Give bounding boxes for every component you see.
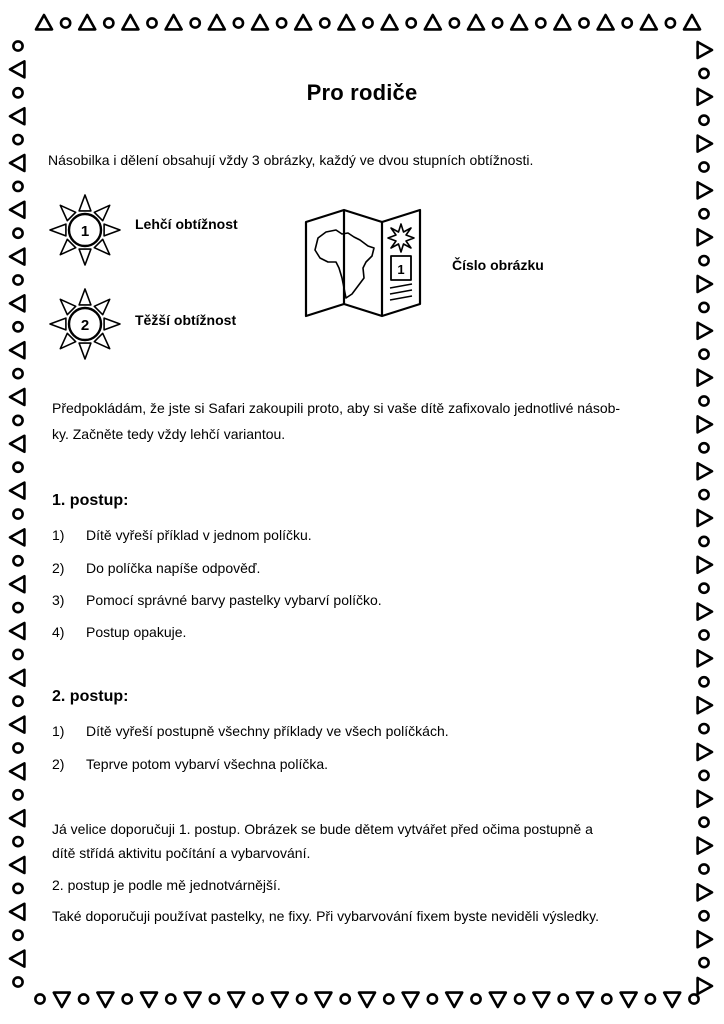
border-circle-icon: [13, 790, 22, 799]
border-triangle-icon: [698, 463, 712, 479]
border-triangle-icon: [10, 249, 24, 265]
border-triangle-icon: [511, 15, 527, 29]
border-circle-icon: [35, 994, 44, 1003]
border-circle-icon: [699, 864, 708, 873]
border-circle-icon: [13, 556, 22, 565]
border-circle-icon: [428, 994, 437, 1003]
border-triangle-icon: [490, 993, 506, 1007]
section1-step-number: 3): [52, 592, 65, 608]
closing-line-4: Také doporučuji používat pastelky, ne fixy. Při vybarvování fixem byste neviděli výsledky.: [52, 908, 600, 924]
border-triangle-icon: [684, 15, 700, 29]
border-circle-icon: [699, 677, 708, 686]
section2-step-number: 2): [52, 756, 65, 772]
border-triangle-icon: [10, 155, 24, 171]
border-triangle-icon: [10, 529, 24, 545]
border-triangle-icon: [621, 993, 637, 1007]
closing-line-1: Já velice doporučuji 1. postup. Obrázek se bude dětem vytvářet před očima postupně a: [52, 821, 593, 837]
border-triangle-icon: [598, 15, 614, 29]
picture-number-label: Číslo obrázku: [452, 257, 544, 273]
border-circle-icon: [699, 256, 708, 265]
border-circle-icon: [13, 650, 22, 659]
border-triangle-icon: [10, 436, 24, 452]
border-circle-icon: [699, 911, 708, 920]
border-circle-icon: [13, 603, 22, 612]
border-circle-icon: [13, 931, 22, 940]
sun-easy-icon: [47, 192, 123, 268]
border-circle-icon: [13, 509, 22, 518]
border-triangle-icon: [79, 15, 95, 29]
section2-step-text: Teprve potom vybarví všechna políčka.: [86, 756, 329, 772]
sun-easy-number: 1: [80, 223, 90, 240]
intro-text: Násobilka i dělení obsahují vždy 3 obrázky, každý ve dvou stupních obtížnosti.: [48, 152, 534, 168]
border-triangle-icon: [698, 884, 712, 900]
border-circle-icon: [104, 18, 113, 27]
border-circle-icon: [689, 994, 698, 1003]
border-triangle-icon: [698, 510, 712, 526]
border-triangle-icon: [10, 389, 24, 405]
border-circle-icon: [13, 229, 22, 238]
border-circle-icon: [13, 697, 22, 706]
border-triangle-icon: [425, 15, 441, 29]
sun-ray-icon: [50, 318, 66, 330]
border-circle-icon: [13, 135, 22, 144]
border-triangle-icon: [446, 993, 462, 1007]
border-circle-icon: [277, 18, 286, 27]
border-triangle-icon: [338, 15, 354, 29]
border-circle-icon: [297, 994, 306, 1003]
border-circle-icon: [61, 18, 70, 27]
border-triangle-icon: [272, 993, 288, 1007]
border-triangle-icon: [10, 295, 24, 311]
border-circle-icon: [699, 537, 708, 546]
sun-ray-icon: [79, 343, 91, 359]
border-circle-icon: [234, 18, 243, 27]
border-triangle-icon: [382, 15, 398, 29]
border-circle-icon: [191, 18, 200, 27]
sun-ray-icon: [79, 289, 91, 305]
sun-hard-number: 2: [80, 317, 90, 334]
border-triangle-icon: [698, 978, 712, 994]
border-circle-icon: [166, 994, 175, 1003]
border-triangle-icon: [698, 604, 712, 620]
border-circle-icon: [79, 994, 88, 1003]
page-title: Pro rodiče: [306, 80, 418, 105]
border-circle-icon: [623, 18, 632, 27]
paragraph-line-1: Předpokládám, že jste si Safari zakoupili proto, aby si vaše dítě zafixovalo jednotlivé násob-: [52, 400, 621, 416]
border-circle-icon: [471, 994, 480, 1003]
border-triangle-icon: [554, 15, 570, 29]
border-circle-icon: [384, 994, 393, 1003]
easy-difficulty-label: Lehčí obtížnost: [135, 216, 238, 232]
border-triangle-icon: [698, 650, 712, 666]
border-triangle-icon: [698, 697, 712, 713]
border-circle-icon: [699, 116, 708, 125]
border-triangle-icon: [664, 993, 680, 1007]
border-circle-icon: [699, 584, 708, 593]
border-triangle-icon: [698, 182, 712, 198]
border-triangle-icon: [10, 717, 24, 733]
border-triangle-icon: [141, 993, 157, 1007]
border-circle-icon: [13, 41, 22, 50]
border-circle-icon: [646, 994, 655, 1003]
section1-step-text: Dítě vyřeší příklad v jednom políčku.: [86, 527, 312, 543]
section1-step-text: Postup opakuje.: [86, 624, 187, 640]
border-triangle-icon: [252, 15, 268, 29]
border-triangle-icon: [698, 744, 712, 760]
border-circle-icon: [320, 18, 329, 27]
border-triangle-icon: [698, 229, 712, 245]
border-circle-icon: [579, 18, 588, 27]
border-triangle-icon: [10, 483, 24, 499]
section2-step-text: Dítě vyřeší postupně všechny příklady ve všech políčkách.: [86, 723, 449, 739]
section1-step-text: Do políčka napíše odpověď.: [86, 560, 261, 576]
border-circle-icon: [699, 771, 708, 780]
border-circle-icon: [699, 724, 708, 733]
border-circle-icon: [699, 209, 708, 218]
sun-ray-icon: [50, 224, 66, 236]
border-circle-icon: [699, 443, 708, 452]
closing-line-3: 2. postup je podle mě jednotvárnější.: [52, 877, 281, 893]
section1-heading: 1. postup:: [52, 492, 129, 509]
border-triangle-icon: [122, 15, 138, 29]
border-circle-icon: [13, 182, 22, 191]
border-circle-icon: [515, 994, 524, 1003]
border-circle-icon: [699, 162, 708, 171]
border-triangle-icon: [698, 276, 712, 292]
border-triangle-icon: [698, 838, 712, 854]
border-triangle-icon: [698, 791, 712, 807]
section2-heading: 2. postup:: [52, 688, 129, 705]
border-triangle-icon: [698, 370, 712, 386]
border-circle-icon: [147, 18, 156, 27]
border-triangle-icon: [228, 993, 244, 1007]
section1-step-number: 2): [52, 560, 65, 576]
border-triangle-icon: [10, 61, 24, 77]
border-circle-icon: [341, 994, 350, 1003]
border-circle-icon: [699, 69, 708, 78]
border-circle-icon: [13, 369, 22, 378]
border-circle-icon: [13, 977, 22, 986]
border-triangle-icon: [10, 904, 24, 920]
sun-hard-icon: [47, 286, 123, 362]
map-picture-number: 1: [397, 262, 405, 277]
border-triangle-icon: [10, 623, 24, 639]
folded-map-icon: [302, 206, 426, 322]
sun-ray-icon: [104, 224, 120, 236]
border-triangle-icon: [54, 993, 70, 1007]
border-triangle-icon: [10, 670, 24, 686]
section1-step-number: 4): [52, 624, 65, 640]
border-triangle-icon: [166, 15, 182, 29]
border-triangle-icon: [577, 993, 593, 1007]
border-triangle-icon: [10, 576, 24, 592]
border-circle-icon: [699, 303, 708, 312]
border-triangle-icon: [10, 951, 24, 967]
hard-difficulty-label: Těžší obtížnost: [135, 312, 237, 328]
border-triangle-icon: [10, 810, 24, 826]
border-triangle-icon: [10, 857, 24, 873]
section2-step-number: 1): [52, 723, 65, 739]
border-triangle-icon: [641, 15, 657, 29]
border-circle-icon: [123, 994, 132, 1003]
border-circle-icon: [13, 463, 22, 472]
border-triangle-icon: [468, 15, 484, 29]
border-circle-icon: [666, 18, 675, 27]
border-circle-icon: [13, 322, 22, 331]
border-circle-icon: [363, 18, 372, 27]
border-triangle-icon: [359, 993, 375, 1007]
border-triangle-icon: [315, 993, 331, 1007]
border-triangle-icon: [97, 993, 113, 1007]
border-circle-icon: [699, 630, 708, 639]
border-circle-icon: [536, 18, 545, 27]
border-circle-icon: [407, 18, 416, 27]
border-circle-icon: [699, 818, 708, 827]
sun-ray-icon: [79, 195, 91, 211]
border-triangle-icon: [36, 15, 52, 29]
border-triangle-icon: [533, 993, 549, 1007]
border-circle-icon: [699, 350, 708, 359]
closing-line-2: dítě střídá aktivitu počítání a vybarvování.: [52, 845, 311, 861]
border-circle-icon: [13, 743, 22, 752]
border-circle-icon: [253, 994, 262, 1003]
border-triangle-icon: [10, 202, 24, 218]
border-triangle-icon: [10, 108, 24, 124]
border-triangle-icon: [185, 993, 201, 1007]
border-triangle-icon: [698, 136, 712, 152]
border-circle-icon: [13, 275, 22, 284]
section1-step-number: 1): [52, 527, 65, 543]
sun-ray-icon: [79, 249, 91, 265]
sun-ray-icon: [104, 318, 120, 330]
border-circle-icon: [493, 18, 502, 27]
border-triangle-icon: [698, 416, 712, 432]
paragraph-line-2: ky. Začněte tedy vždy lehčí variantou.: [52, 426, 286, 442]
border-triangle-icon: [698, 931, 712, 947]
border-circle-icon: [602, 994, 611, 1003]
border-triangle-icon: [209, 15, 225, 29]
border-triangle-icon: [698, 557, 712, 573]
border-circle-icon: [210, 994, 219, 1003]
border-circle-icon: [450, 18, 459, 27]
border-circle-icon: [13, 837, 22, 846]
border-triangle-icon: [295, 15, 311, 29]
section1-step-text: Pomocí správné barvy pastelky vybarví políčko.: [86, 592, 382, 608]
border-triangle-icon: [698, 323, 712, 339]
border-circle-icon: [699, 490, 708, 499]
border-triangle-icon: [10, 342, 24, 358]
border-circle-icon: [559, 994, 568, 1003]
border-circle-icon: [699, 958, 708, 967]
border-circle-icon: [13, 416, 22, 425]
border-circle-icon: [13, 884, 22, 893]
border-triangle-icon: [403, 993, 419, 1007]
border-triangle-icon: [698, 42, 712, 58]
border-circle-icon: [699, 396, 708, 405]
border-triangle-icon: [10, 763, 24, 779]
